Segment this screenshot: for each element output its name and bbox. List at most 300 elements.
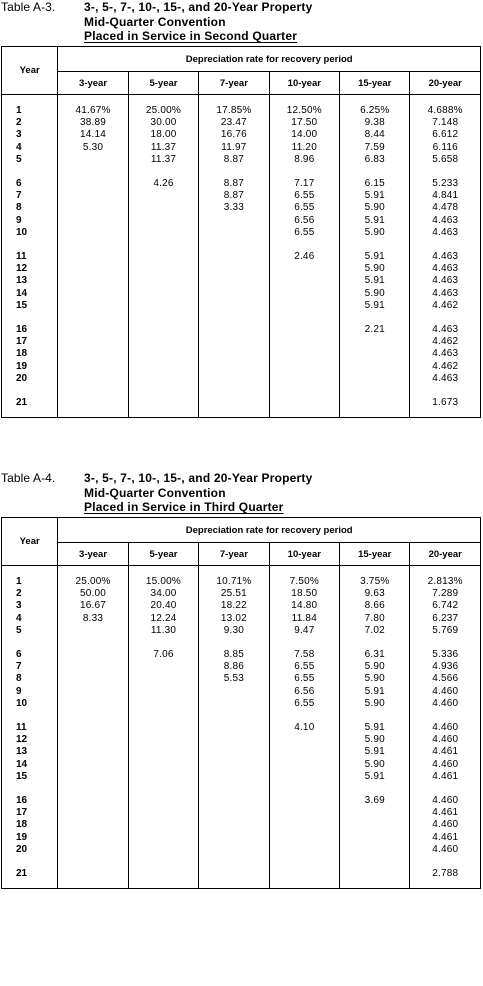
table-row xyxy=(2,142,481,154)
year-header: Year xyxy=(2,47,58,95)
rate-cell xyxy=(58,361,128,373)
rate-cell xyxy=(199,807,269,819)
column-header-15-year: 15-year xyxy=(340,72,410,95)
rate-cell: 4.460 xyxy=(410,795,481,807)
rate-cell: 5.90 xyxy=(340,661,410,673)
rate-cell xyxy=(340,807,410,819)
rate-cell: 5.91 xyxy=(340,275,410,287)
spacer-row xyxy=(2,312,481,324)
rate-cell xyxy=(128,190,198,202)
rate-cell xyxy=(340,336,410,348)
year-cell: 21 xyxy=(2,397,58,409)
rate-cell xyxy=(58,324,128,336)
rate-cell: 5.90 xyxy=(340,288,410,300)
rate-cell: 9.47 xyxy=(269,625,339,637)
rate-cell xyxy=(199,832,269,844)
rate-cell xyxy=(199,397,269,409)
rate-cell: 34.00 xyxy=(128,588,198,600)
rate-cell xyxy=(128,698,198,710)
year-cell: 12 xyxy=(2,263,58,275)
table-row xyxy=(2,373,481,385)
rate-cell xyxy=(58,251,128,263)
rate-cell: 8.85 xyxy=(199,649,269,661)
rate-cell xyxy=(58,397,128,409)
table-row xyxy=(2,154,481,166)
table-heading xyxy=(84,471,313,515)
rate-cell: 5.91 xyxy=(340,251,410,263)
rate-cell xyxy=(199,771,269,783)
rate-cell: 4.463 xyxy=(410,288,481,300)
table-row xyxy=(2,832,481,844)
table-row xyxy=(2,105,481,117)
year-cell: 10 xyxy=(2,227,58,239)
heading-line-3: Placed in Service in Third Quarter xyxy=(84,500,284,514)
rate-cell xyxy=(199,227,269,239)
rate-cell xyxy=(199,348,269,360)
rate-cell xyxy=(128,661,198,673)
rate-cell xyxy=(58,348,128,360)
rate-cell: 5.30 xyxy=(58,142,128,154)
year-cell: 14 xyxy=(2,288,58,300)
year-cell: 21 xyxy=(2,868,58,880)
rate-cell: 4.460 xyxy=(410,844,481,856)
rate-cell xyxy=(269,300,339,312)
column-header-7-year: 7-year xyxy=(199,72,269,95)
rate-cell xyxy=(340,819,410,831)
rate-cell: 5.91 xyxy=(340,215,410,227)
rate-cell: 4.461 xyxy=(410,771,481,783)
rate-cell: 7.58 xyxy=(269,649,339,661)
column-header-5-year: 5-year xyxy=(128,72,198,95)
table-row xyxy=(2,734,481,746)
rate-cell: 5.91 xyxy=(340,722,410,734)
table-row xyxy=(2,588,481,600)
rate-cell xyxy=(269,868,339,880)
rate-cell xyxy=(58,154,128,166)
rate-cell xyxy=(58,373,128,385)
table-row xyxy=(2,746,481,758)
table-row xyxy=(2,807,481,819)
rate-cell: 8.87 xyxy=(199,190,269,202)
rate-cell xyxy=(199,746,269,758)
rate-cell: 11.37 xyxy=(128,142,198,154)
rate-cell: 4.461 xyxy=(410,832,481,844)
rate-cell xyxy=(199,734,269,746)
rate-cell: 4.841 xyxy=(410,190,481,202)
rate-cell: 4.462 xyxy=(410,361,481,373)
table-row xyxy=(2,613,481,625)
rate-cell xyxy=(199,819,269,831)
rate-cell xyxy=(128,759,198,771)
rate-cell xyxy=(58,807,128,819)
spacer-row xyxy=(2,856,481,868)
year-cell: 12 xyxy=(2,734,58,746)
rate-cell: 5.658 xyxy=(410,154,481,166)
rate-cell xyxy=(199,215,269,227)
rate-cell: 18.22 xyxy=(199,600,269,612)
column-header-row xyxy=(2,543,481,566)
rate-cell xyxy=(128,734,198,746)
rate-cell: 5.769 xyxy=(410,625,481,637)
rate-cell xyxy=(58,227,128,239)
rate-cell xyxy=(58,625,128,637)
rate-cell: 17.85% xyxy=(199,105,269,117)
rate-cell xyxy=(58,649,128,661)
rate-cell: 5.91 xyxy=(340,300,410,312)
rate-cell: 6.55 xyxy=(269,673,339,685)
rate-cell: 5.90 xyxy=(340,759,410,771)
rate-cell: 4.461 xyxy=(410,807,481,819)
year-cell: 11 xyxy=(2,722,58,734)
rate-cell: 11.37 xyxy=(128,154,198,166)
year-cell: 18 xyxy=(2,819,58,831)
year-cell: 5 xyxy=(2,625,58,637)
rate-cell: 5.90 xyxy=(340,263,410,275)
rate-cell: 14.00 xyxy=(269,129,339,141)
year-cell: 8 xyxy=(2,202,58,214)
rate-cell xyxy=(199,288,269,300)
rate-cell xyxy=(269,373,339,385)
year-cell: 19 xyxy=(2,832,58,844)
table-row xyxy=(2,795,481,807)
rate-cell: 4.463 xyxy=(410,275,481,287)
year-cell: 20 xyxy=(2,844,58,856)
rate-cell: 5.90 xyxy=(340,227,410,239)
rate-cell xyxy=(128,807,198,819)
rate-cell xyxy=(58,832,128,844)
table-a3-block xyxy=(0,0,483,409)
table-row xyxy=(2,819,481,831)
year-cell: 14 xyxy=(2,759,58,771)
heading-line-2: Mid-Quarter Convention xyxy=(84,14,226,29)
rate-cell: 6.55 xyxy=(269,661,339,673)
rate-cell: 11.30 xyxy=(128,625,198,637)
heading-line-1: 3-, 5-, 7-, 10-, 15-, and 20-Year Property xyxy=(84,0,313,14)
table-row xyxy=(2,600,481,612)
rate-cell xyxy=(128,324,198,336)
table-row xyxy=(2,117,481,129)
rate-cell: 5.91 xyxy=(340,190,410,202)
rate-cell: 1.673 xyxy=(410,397,481,409)
recovery-period-header: Depreciation rate for recovery period xyxy=(58,518,481,543)
rate-cell xyxy=(128,844,198,856)
rate-cell xyxy=(269,336,339,348)
rate-cell xyxy=(199,795,269,807)
rate-cell: 9.30 xyxy=(199,625,269,637)
table-row xyxy=(2,202,481,214)
rate-cell: 4.478 xyxy=(410,202,481,214)
rate-cell xyxy=(58,686,128,698)
table-body xyxy=(2,95,481,418)
rate-cell: 4.462 xyxy=(410,300,481,312)
column-header-10-year: 10-year xyxy=(269,543,339,566)
rate-cell xyxy=(58,868,128,880)
rate-cell: 18.00 xyxy=(128,129,198,141)
table-body xyxy=(2,566,481,889)
rate-cell: 6.25% xyxy=(340,105,410,117)
rate-cell: 12.24 xyxy=(128,613,198,625)
rate-cell xyxy=(58,673,128,685)
rate-cell xyxy=(58,844,128,856)
table-row xyxy=(2,263,481,275)
rate-cell: 8.87 xyxy=(199,154,269,166)
year-cell: 2 xyxy=(2,588,58,600)
rate-cell xyxy=(128,336,198,348)
rate-cell xyxy=(269,759,339,771)
rate-cell: 5.90 xyxy=(340,734,410,746)
rate-cell: 30.00 xyxy=(128,117,198,129)
rate-cell: 6.55 xyxy=(269,190,339,202)
rate-cell xyxy=(199,336,269,348)
rate-cell: 4.461 xyxy=(410,746,481,758)
rate-cell xyxy=(269,734,339,746)
table-row xyxy=(2,336,481,348)
spacer-row xyxy=(2,637,481,649)
table-row xyxy=(2,759,481,771)
spacer-row xyxy=(2,710,481,722)
rate-cell: 4.10 xyxy=(269,722,339,734)
table-row xyxy=(2,324,481,336)
rate-cell: 5.90 xyxy=(340,698,410,710)
rate-cell xyxy=(128,722,198,734)
rate-cell xyxy=(128,300,198,312)
rate-cell: 16.67 xyxy=(58,600,128,612)
rate-cell: 8.44 xyxy=(340,129,410,141)
rate-cell xyxy=(128,288,198,300)
rate-cell: 4.460 xyxy=(410,819,481,831)
rate-cell: 9.38 xyxy=(340,117,410,129)
rate-cell xyxy=(128,373,198,385)
rate-cell: 4.460 xyxy=(410,734,481,746)
table-row xyxy=(2,348,481,360)
year-cell: 13 xyxy=(2,275,58,287)
rate-cell xyxy=(340,348,410,360)
table-row xyxy=(2,771,481,783)
rate-cell: 6.56 xyxy=(269,686,339,698)
rate-cell: 5.90 xyxy=(340,202,410,214)
rate-cell xyxy=(128,795,198,807)
rate-cell: 50.00 xyxy=(58,588,128,600)
table-row xyxy=(2,698,481,710)
rate-cell: 5.90 xyxy=(340,673,410,685)
rate-cell: 5.53 xyxy=(199,673,269,685)
rate-cell: 4.460 xyxy=(410,686,481,698)
column-header-row xyxy=(2,72,481,95)
spacer-row xyxy=(2,409,481,418)
rate-cell: 5.336 xyxy=(410,649,481,661)
year-header: Year xyxy=(2,518,58,566)
rate-cell: 6.237 xyxy=(410,613,481,625)
heading-line-1: 3-, 5-, 7-, 10-, 15-, and 20-Year Property xyxy=(84,471,313,485)
rate-cell xyxy=(340,373,410,385)
rate-cell xyxy=(128,832,198,844)
spacer-row xyxy=(2,95,481,106)
recovery-period-header: Depreciation rate for recovery period xyxy=(58,47,481,72)
year-cell: 20 xyxy=(2,373,58,385)
rate-cell xyxy=(199,373,269,385)
rate-cell xyxy=(58,746,128,758)
rate-cell: 6.15 xyxy=(340,178,410,190)
rate-cell xyxy=(269,819,339,831)
column-header-5-year: 5-year xyxy=(128,543,198,566)
rate-cell xyxy=(128,348,198,360)
column-header-20-year: 20-year xyxy=(410,72,481,95)
rate-cell xyxy=(58,300,128,312)
rate-cell: 7.59 xyxy=(340,142,410,154)
column-header-3-year: 3-year xyxy=(58,72,128,95)
rate-cell: 2.788 xyxy=(410,868,481,880)
rate-cell: 4.463 xyxy=(410,373,481,385)
rate-cell: 11.84 xyxy=(269,613,339,625)
rate-cell: 9.63 xyxy=(340,588,410,600)
rate-cell: 4.460 xyxy=(410,759,481,771)
table-row xyxy=(2,300,481,312)
rate-cell xyxy=(199,686,269,698)
rate-cell xyxy=(199,275,269,287)
table-row xyxy=(2,673,481,685)
year-cell: 17 xyxy=(2,807,58,819)
rate-cell: 41.67% xyxy=(58,105,128,117)
year-cell: 1 xyxy=(2,105,58,117)
rate-cell xyxy=(340,832,410,844)
year-cell: 7 xyxy=(2,661,58,673)
rate-cell xyxy=(58,771,128,783)
rate-cell: 4.936 xyxy=(410,661,481,673)
column-header-15-year: 15-year xyxy=(340,543,410,566)
rate-cell xyxy=(58,336,128,348)
rate-cell: 8.86 xyxy=(199,661,269,673)
year-cell: 9 xyxy=(2,215,58,227)
rate-cell xyxy=(269,771,339,783)
rate-cell xyxy=(199,844,269,856)
rate-cell xyxy=(269,324,339,336)
rate-cell xyxy=(58,178,128,190)
year-cell: 5 xyxy=(2,154,58,166)
year-cell: 19 xyxy=(2,361,58,373)
year-cell: 10 xyxy=(2,698,58,710)
rate-cell xyxy=(199,263,269,275)
table-title xyxy=(0,0,483,44)
rate-cell xyxy=(269,397,339,409)
heading-line-3: Placed in Service in Second Quarter xyxy=(84,29,298,43)
rate-cell xyxy=(340,844,410,856)
rate-cell: 4.566 xyxy=(410,673,481,685)
rate-cell: 2.813% xyxy=(410,576,481,588)
rate-cell: 5.91 xyxy=(340,771,410,783)
year-cell: 2 xyxy=(2,117,58,129)
spacer-row xyxy=(2,880,481,889)
rate-cell: 4.460 xyxy=(410,698,481,710)
table-row xyxy=(2,227,481,239)
rate-cell xyxy=(128,397,198,409)
rate-cell xyxy=(58,190,128,202)
rate-cell xyxy=(269,275,339,287)
rate-cell xyxy=(58,734,128,746)
rate-cell: 7.17 xyxy=(269,178,339,190)
rate-cell: 6.116 xyxy=(410,142,481,154)
table-row xyxy=(2,397,481,409)
table-a4-block xyxy=(0,471,483,880)
table-number: Table A-3. xyxy=(1,0,56,14)
rate-cell: 12.50% xyxy=(269,105,339,117)
rate-cell: 2.46 xyxy=(269,251,339,263)
rate-cell: 5.91 xyxy=(340,686,410,698)
rate-cell xyxy=(128,868,198,880)
rate-cell xyxy=(58,819,128,831)
column-header-7-year: 7-year xyxy=(199,543,269,566)
rate-cell xyxy=(340,868,410,880)
rate-cell xyxy=(58,759,128,771)
rate-cell: 4.26 xyxy=(128,178,198,190)
rate-cell: 13.02 xyxy=(199,613,269,625)
rate-cell: 2.21 xyxy=(340,324,410,336)
column-header-20-year: 20-year xyxy=(410,543,481,566)
year-cell: 16 xyxy=(2,795,58,807)
rate-cell xyxy=(58,202,128,214)
table-row xyxy=(2,251,481,263)
spacer-row xyxy=(2,783,481,795)
rate-cell: 25.51 xyxy=(199,588,269,600)
column-header-3-year: 3-year xyxy=(58,543,128,566)
rate-cell xyxy=(128,771,198,783)
year-cell: 4 xyxy=(2,613,58,625)
spacer-row xyxy=(2,166,481,178)
rate-cell: 8.87 xyxy=(199,178,269,190)
rate-cell: 4.463 xyxy=(410,251,481,263)
rate-cell: 7.50% xyxy=(269,576,339,588)
rate-cell xyxy=(128,361,198,373)
rate-cell xyxy=(58,215,128,227)
rate-cell: 11.20 xyxy=(269,142,339,154)
table-row xyxy=(2,190,481,202)
column-header-10-year: 10-year xyxy=(269,72,339,95)
table-title xyxy=(0,471,483,515)
year-cell: 15 xyxy=(2,300,58,312)
year-cell: 17 xyxy=(2,336,58,348)
table-row xyxy=(2,722,481,734)
rate-cell: 7.289 xyxy=(410,588,481,600)
year-cell: 18 xyxy=(2,348,58,360)
rate-cell: 7.06 xyxy=(128,649,198,661)
rate-cell xyxy=(269,361,339,373)
rate-cell xyxy=(128,673,198,685)
rate-cell: 4.463 xyxy=(410,348,481,360)
table-row xyxy=(2,275,481,287)
table-heading xyxy=(84,0,313,44)
rate-cell: 4.463 xyxy=(410,215,481,227)
table-row xyxy=(2,868,481,880)
rate-cell: 17.50 xyxy=(269,117,339,129)
year-cell: 7 xyxy=(2,190,58,202)
rate-cell: 4.688% xyxy=(410,105,481,117)
rate-cell xyxy=(128,275,198,287)
rate-cell: 7.80 xyxy=(340,613,410,625)
year-cell: 3 xyxy=(2,129,58,141)
rate-cell xyxy=(269,832,339,844)
rate-cell xyxy=(128,202,198,214)
rate-cell xyxy=(128,227,198,239)
table-row xyxy=(2,178,481,190)
rate-cell xyxy=(128,686,198,698)
rate-cell xyxy=(128,251,198,263)
rate-cell: 8.66 xyxy=(340,600,410,612)
rate-cell: 6.612 xyxy=(410,129,481,141)
rate-cell: 10.71% xyxy=(199,576,269,588)
rate-cell: 6.56 xyxy=(269,215,339,227)
table-row xyxy=(2,649,481,661)
rate-cell: 25.00% xyxy=(128,105,198,117)
rate-cell xyxy=(128,819,198,831)
